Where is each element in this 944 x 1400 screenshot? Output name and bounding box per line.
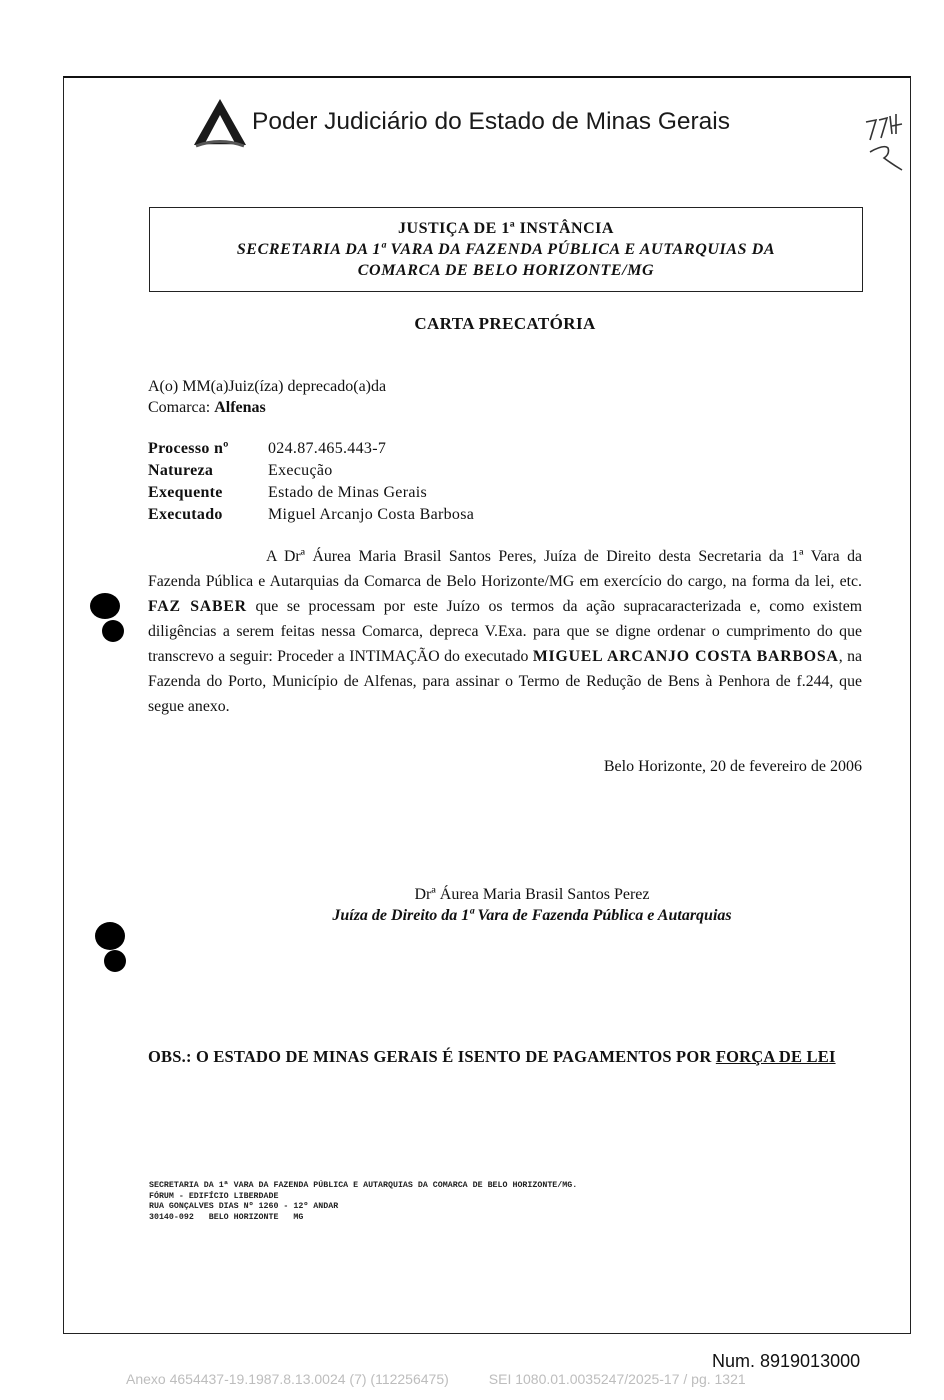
court-title: Poder Judiciário do Estado de Minas Gerais [252,108,731,135]
field-label: Natureza [148,462,214,479]
signature-block [0,884,944,926]
field-row-natureza [148,460,474,482]
footer-address-line: FÓRUM - EDIFÍCIO LIBERDADE [149,1191,279,1201]
punch-hole-mark [102,620,124,642]
body-part-1: A Drª Áurea Maria Brasil Santos Peres, Juíza de Direito desta Secretaria da 1ª Vara da Fazenda Pública e Autarquias da Comarca de Belo Horizonte/MG em exercício do cargo, na forma da lei, etc. [148,548,862,590]
footer-address-line: RUA GONÇALVES DIAS Nº 1260 - 12º ANDAR [149,1202,339,1211]
footer-address-line: 30140-092 BELO HORIZONTE MG [149,1212,304,1222]
punch-hole-mark [90,593,120,619]
secretariat-heading: SECRETARIA DA 1ª VARA DA FAZENDA PÚBLICA E AUTARQUIAS DA [236,241,776,258]
field-value: Estado de Minas Gerais [268,484,428,501]
field-label: Executado [148,506,223,523]
field-label: Exequente [148,484,223,501]
court-logo-icon [192,97,248,149]
court-header-box [149,207,863,292]
body-part-2: que se processam por este Juízo os termos da ação supracaracterizada e, como existem diligências a serem feitas nessa Comarca, depreca V.Exa. para que se digne ordenar o cumprimento do que transcrevo a seguir: Proceder a INTIMAÇÃO do executado [148,598,862,665]
field-row-processo [148,438,474,460]
executed-name: MIGUEL ARCANJO COSTA BARBOSA [532,648,839,665]
instance-heading: JUSTIÇA DE 1ª INSTÂNCIA [398,220,614,237]
field-row-executado [148,504,474,526]
faz-saber: FAZ SABER [148,598,247,615]
comarca-heading: COMARCA DE BELO HORIZONTE/MG [357,262,655,279]
document-number: Num. 8919013000 [712,1351,861,1371]
obs-text: OBS.: O ESTADO DE MINAS GERAIS É ISENTO DE PAGAMENTOS POR [148,1047,716,1066]
body-text [148,544,862,719]
field-row-exequente [148,482,474,504]
addressee-line: A(o) MM(a)Juiz(íza) deprecado(a)da [148,378,387,395]
meta-footer [126,1371,746,1387]
field-value: 024.87.465.443-7 [268,440,387,457]
signatory-name: Drª Áurea Maria Brasil Santos Perez [414,886,650,903]
field-value: Miguel Arcanjo Costa Barbosa [268,506,475,523]
comarca-value: Alfenas [214,399,266,416]
punch-hole-mark [104,950,126,972]
comarca-line [148,397,386,418]
sei-reference: SEI 1080.01.0035247/2025-17 / pg. 1321 [488,1371,746,1387]
annex-reference: Anexo 4654437-19.1987.8.13.0024 (7) (112256475) [126,1371,449,1387]
addressee-block [148,376,386,418]
case-fields [148,438,474,526]
obs-underlined: FORÇA DE LEI [715,1047,836,1066]
handwritten-page-number [862,104,912,174]
punch-hole-mark [95,922,125,950]
footer-address-line: SECRETARIA DA 1ª VARA DA FAZENDA PÚBLICA E AUTARQUIAS DA COMARCA DE BELO HORIZONTE/MG. [149,1181,578,1190]
date-line: Belo Horizonte, 20 de fevereiro de 2006 [603,758,862,775]
observation-note [148,1046,868,1068]
comarca-label: Comarca: [148,399,215,416]
body-part-3: , na Fazenda do Porto, Município de Alfenas, para assinar o Termo de Redução de Bens à Penhora de f.244, que segue anexo. [148,648,863,715]
document-title: CARTA PRECATÓRIA [414,314,596,333]
field-value: Execução [268,462,333,479]
signatory-title: Juíza de Direito da 1ª Vara de Fazenda Pública e Autarquias [332,907,732,924]
field-label: Processo nº [148,440,229,457]
footer-address [149,1181,577,1223]
body-paragraph [148,544,862,719]
